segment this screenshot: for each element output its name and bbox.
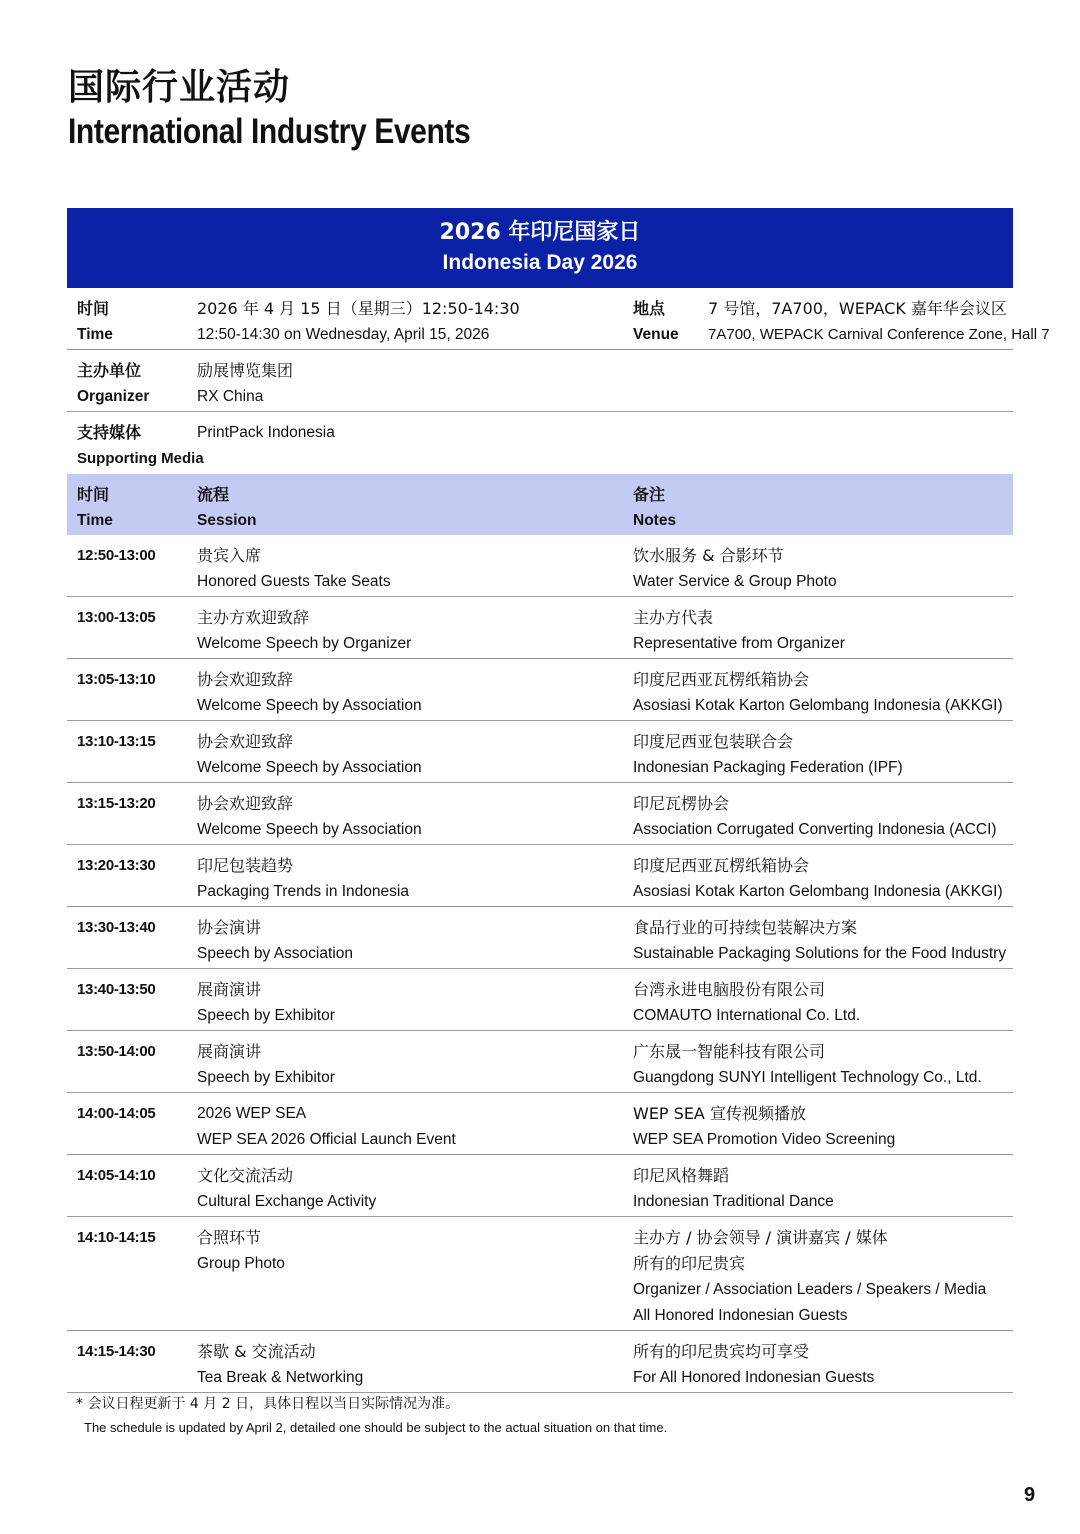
event-banner bbox=[67, 208, 1013, 288]
row-session-cn: 展商演讲 bbox=[197, 1042, 262, 1061]
organizer-label-en: Organizer bbox=[77, 388, 150, 405]
row-session-cn: 协会演讲 bbox=[197, 918, 262, 937]
row-session-en: Welcome Speech by Association bbox=[197, 821, 422, 838]
header-notes-cn: 备注 bbox=[633, 485, 666, 504]
table-row bbox=[67, 783, 1013, 845]
table-row bbox=[67, 907, 1013, 969]
table-row bbox=[67, 535, 1013, 597]
event-title-en: Indonesia Day 2026 bbox=[442, 251, 638, 274]
row-session-en: Group Photo bbox=[197, 1255, 285, 1272]
page-title-en: International Industry Events bbox=[68, 112, 471, 151]
row-session-cn: 文化交流活动 bbox=[197, 1166, 294, 1185]
row-note-cn: 印度尼西亚瓦楞纸箱协会 bbox=[633, 856, 810, 875]
footnote-cn: * 会议日程更新于 4 月 2 日，具体日程以当日实际情况为准。 bbox=[76, 1396, 460, 1412]
media-label-en: Supporting Media bbox=[77, 450, 204, 467]
row-note-cn-2: 所有的印尼贵宾 bbox=[633, 1254, 746, 1273]
row-note-en: Asosiasi Kotak Karton Gelombang Indonesia (AKKGI) bbox=[633, 883, 1003, 900]
row-note-en: For All Honored Indonesian Guests bbox=[633, 1369, 875, 1386]
info-row-time bbox=[67, 288, 1050, 350]
table-row bbox=[67, 721, 1013, 783]
row-session-cn: 协会欢迎致辞 bbox=[197, 794, 294, 813]
row-session-en: Tea Break & Networking bbox=[197, 1369, 364, 1386]
row-note-cn: 食品行业的可持续包装解决方案 bbox=[633, 918, 858, 937]
row-time: 12:50-13:00 bbox=[77, 547, 156, 564]
row-note-cn: 印尼瓦楞协会 bbox=[633, 794, 730, 813]
row-note-en: Representative from Organizer bbox=[633, 635, 845, 652]
table-row bbox=[67, 1217, 1013, 1331]
venue-value-en: 7A700, WEPACK Carnival Conference Zone, Hall 7 bbox=[708, 326, 1050, 343]
header-session-en: Session bbox=[197, 512, 257, 529]
row-note-cn: 印度尼西亚瓦楞纸箱协会 bbox=[633, 670, 810, 689]
table-row bbox=[67, 1093, 1013, 1155]
row-session-cn: 协会欢迎致辞 bbox=[197, 670, 294, 689]
row-session-cn: 2026 WEP SEA bbox=[197, 1105, 307, 1122]
row-time: 14:00-14:05 bbox=[77, 1105, 156, 1122]
table-row bbox=[67, 1155, 1013, 1217]
header-notes-en: Notes bbox=[633, 512, 677, 529]
schedule-header-row bbox=[67, 474, 1013, 535]
row-session-en: Speech by Association bbox=[197, 945, 353, 962]
info-row-media bbox=[67, 412, 1013, 474]
page-title-cn: 国际行业活动 bbox=[68, 67, 291, 108]
row-note-en: Indonesian Packaging Federation (IPF) bbox=[633, 759, 903, 776]
table-row bbox=[67, 597, 1013, 659]
info-row-organizer bbox=[67, 350, 1013, 412]
row-note-en: WEP SEA Promotion Video Screening bbox=[633, 1131, 896, 1148]
row-session-en: Honored Guests Take Seats bbox=[197, 573, 391, 590]
header-time-cn: 时间 bbox=[77, 485, 110, 504]
event-title-cn: 2026 年印尼国家日 bbox=[439, 220, 641, 245]
row-time: 13:20-13:30 bbox=[77, 857, 156, 874]
row-session-en: Packaging Trends in Indonesia bbox=[197, 883, 409, 900]
row-note-en: COMAUTO International Co. Ltd. bbox=[633, 1007, 861, 1024]
row-session-en: Speech by Exhibitor bbox=[197, 1069, 335, 1086]
row-session-cn: 协会欢迎致辞 bbox=[197, 732, 294, 751]
row-session-cn: 贵宾入席 bbox=[197, 546, 262, 565]
row-time: 14:10-14:15 bbox=[77, 1229, 156, 1246]
header-time-en: Time bbox=[77, 512, 113, 529]
row-time: 13:40-13:50 bbox=[77, 981, 156, 998]
footnote-en: The schedule is updated by April 2, detailed one should be subject to the actual situation on that time. bbox=[84, 1420, 668, 1435]
table-row bbox=[67, 969, 1013, 1031]
row-session-en: Speech by Exhibitor bbox=[197, 1007, 335, 1024]
row-session-en: Welcome Speech by Association bbox=[197, 759, 422, 776]
time-value-cn: 2026 年 4 月 15 日（星期三）12:50-14:30 bbox=[197, 299, 520, 318]
row-session-cn: 合照环节 bbox=[197, 1228, 262, 1247]
row-session-cn: 茶歇 & 交流活动 bbox=[197, 1342, 316, 1361]
time-label-cn: 时间 bbox=[77, 299, 110, 318]
row-note-cn: 广东晟一智能科技有限公司 bbox=[633, 1042, 826, 1061]
row-time: 14:15-14:30 bbox=[77, 1343, 156, 1360]
row-note-en: Organizer / Association Leaders / Speakers / Media bbox=[633, 1281, 987, 1298]
row-note-cn: 印度尼西亚包装联合会 bbox=[633, 732, 794, 751]
media-value: PrintPack Indonesia bbox=[197, 424, 335, 441]
row-time: 13:50-14:00 bbox=[77, 1043, 156, 1060]
venue-label-en: Venue bbox=[633, 326, 679, 343]
time-value-en: 12:50-14:30 on Wednesday, April 15, 2026 bbox=[197, 326, 490, 343]
row-note-en: Association Corrugated Converting Indonesia (ACCI) bbox=[633, 821, 997, 838]
row-session-cn: 主办方欢迎致辞 bbox=[197, 608, 310, 627]
row-session-cn: 印尼包装趋势 bbox=[197, 856, 294, 875]
table-row bbox=[67, 659, 1013, 721]
row-note-en-2: All Honored Indonesian Guests bbox=[633, 1307, 848, 1324]
row-note-en: Indonesian Traditional Dance bbox=[633, 1193, 834, 1210]
row-note-cn: 饮水服务 & 合影环节 bbox=[633, 546, 784, 565]
page-number: 9 bbox=[1024, 1484, 1036, 1506]
row-session-en: Welcome Speech by Association bbox=[197, 697, 422, 714]
time-label-en: Time bbox=[77, 326, 113, 343]
row-note-cn: 台湾永进电脑股份有限公司 bbox=[633, 980, 826, 999]
row-note-en: Water Service & Group Photo bbox=[633, 573, 837, 590]
row-note-cn: 主办方 / 协会领导 / 演讲嘉宾 / 媒体 bbox=[633, 1228, 888, 1247]
event-table bbox=[67, 208, 1050, 1393]
organizer-value-cn: 励展博览集团 bbox=[197, 361, 294, 380]
media-label-cn: 支持媒体 bbox=[77, 423, 142, 442]
table-row bbox=[67, 1331, 1013, 1393]
row-session-en: Welcome Speech by Organizer bbox=[197, 635, 412, 652]
row-time: 13:30-13:40 bbox=[77, 919, 156, 936]
row-note-cn: WEP SEA 宣传视频播放 bbox=[633, 1104, 806, 1123]
row-note-cn: 印尼风格舞蹈 bbox=[633, 1166, 730, 1185]
table-row bbox=[67, 845, 1013, 907]
organizer-label-cn: 主办单位 bbox=[77, 361, 142, 380]
row-session-cn: 展商演讲 bbox=[197, 980, 262, 999]
row-note-cn: 主办方代表 bbox=[633, 608, 714, 627]
row-time: 13:10-13:15 bbox=[77, 733, 156, 750]
header-session-cn: 流程 bbox=[197, 485, 230, 504]
table-row bbox=[67, 1031, 1013, 1093]
venue-value-cn: 7 号馆，7A700，WEPACK 嘉年华会议区 bbox=[708, 299, 1007, 318]
row-note-en: Asosiasi Kotak Karton Gelombang Indonesia (AKKGI) bbox=[633, 697, 1003, 714]
row-session-en: Cultural Exchange Activity bbox=[197, 1193, 377, 1210]
row-note-cn: 所有的印尼贵宾均可享受 bbox=[633, 1342, 810, 1361]
venue-label-cn: 地点 bbox=[633, 299, 666, 318]
row-time: 13:05-13:10 bbox=[77, 671, 156, 688]
row-note-en: Sustainable Packaging Solutions for the Food Industry bbox=[633, 945, 1007, 962]
row-time: 13:15-13:20 bbox=[77, 795, 156, 812]
organizer-value-en: RX China bbox=[197, 388, 264, 405]
row-time: 14:05-14:10 bbox=[77, 1167, 156, 1184]
footnote bbox=[76, 1392, 667, 1439]
row-session-en: WEP SEA 2026 Official Launch Event bbox=[197, 1131, 456, 1148]
row-time: 13:00-13:05 bbox=[77, 609, 156, 626]
row-note-en: Guangdong SUNYI Intelligent Technology Co., Ltd. bbox=[633, 1069, 982, 1086]
